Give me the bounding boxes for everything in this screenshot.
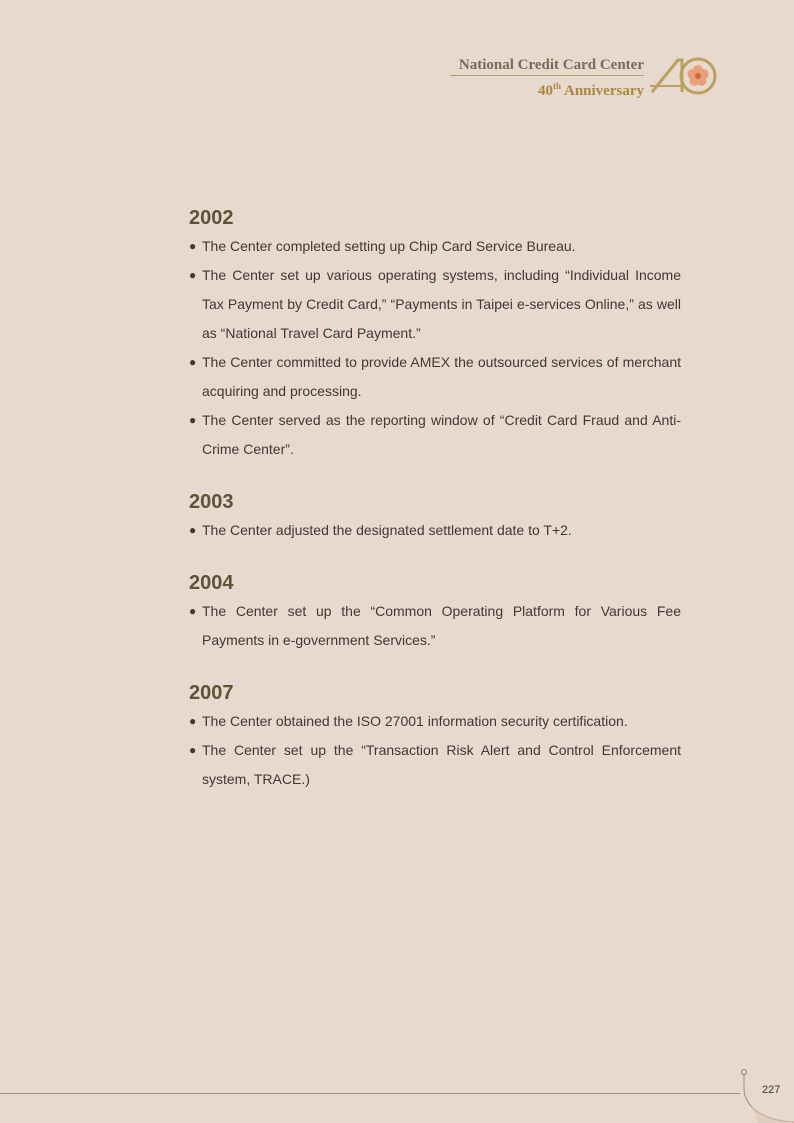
- page-number: 227: [762, 1084, 781, 1096]
- anniversary-40-emblem: [648, 56, 722, 96]
- year-heading: 2002: [189, 207, 234, 229]
- year-section-2004: [189, 571, 681, 655]
- timeline-item: ● The Center adjusted the designated settlement date to T+2.: [189, 516, 681, 545]
- year-heading: 2004: [189, 572, 234, 594]
- bullet-icon: ●: [189, 355, 197, 369]
- timeline-item: ● The Center set up the “Transaction Risk Alert and Control Enforcement system, TRACE.): [189, 736, 681, 794]
- timeline-item: ● The Center set up the “Common Operating Platform for Various Fee Payments in e-government Services.”: [189, 597, 681, 655]
- bullet-icon: ●: [189, 604, 197, 618]
- anniversary-suffix: th: [553, 81, 562, 91]
- year-section-2002: [189, 206, 681, 464]
- year-section-2007: [189, 681, 681, 794]
- timeline-item: ● The Center set up various operating systems, including “Individual Income Tax Payment by Credit Card,” “Payments in Taipei e-services Online,” as well as “National Travel Card Payment.”: [189, 261, 681, 348]
- anniversary-number: 40: [538, 83, 554, 99]
- timeline-item: ● The Center completed setting up Chip Card Service Bureau.: [189, 232, 681, 261]
- logo-text: [450, 56, 644, 100]
- logo-rule: [450, 75, 644, 76]
- bullet-icon: ●: [189, 743, 197, 757]
- bullet-icon: ●: [189, 523, 197, 537]
- timeline-content: [189, 206, 681, 820]
- bullet-icon: ●: [189, 413, 197, 427]
- year-section-2003: [189, 490, 681, 545]
- timeline-item: ● The Center obtained the ISO 27001 information security certification.: [189, 707, 681, 736]
- anniversary-line: [450, 77, 644, 100]
- year-heading: 2007: [189, 682, 234, 704]
- year-heading: 2003: [189, 491, 234, 513]
- bullet-icon: ●: [189, 268, 197, 282]
- plum-blossom-icon: [687, 65, 708, 86]
- org-name: National Credit Card Center: [458, 57, 644, 73]
- timeline-item: ● The Center served as the reporting window of “Credit Card Fraud and Anti-Crime Center”.: [189, 406, 681, 464]
- footer-rule: [0, 1093, 740, 1094]
- anniversary-word: Anniversary: [564, 83, 644, 99]
- timeline-item: ● The Center committed to provide AMEX the outsourced services of merchant acquiring and processing.: [189, 348, 681, 406]
- anniversary-logo: [448, 52, 728, 98]
- bullet-icon: ●: [189, 239, 197, 253]
- bullet-icon: ●: [189, 714, 197, 728]
